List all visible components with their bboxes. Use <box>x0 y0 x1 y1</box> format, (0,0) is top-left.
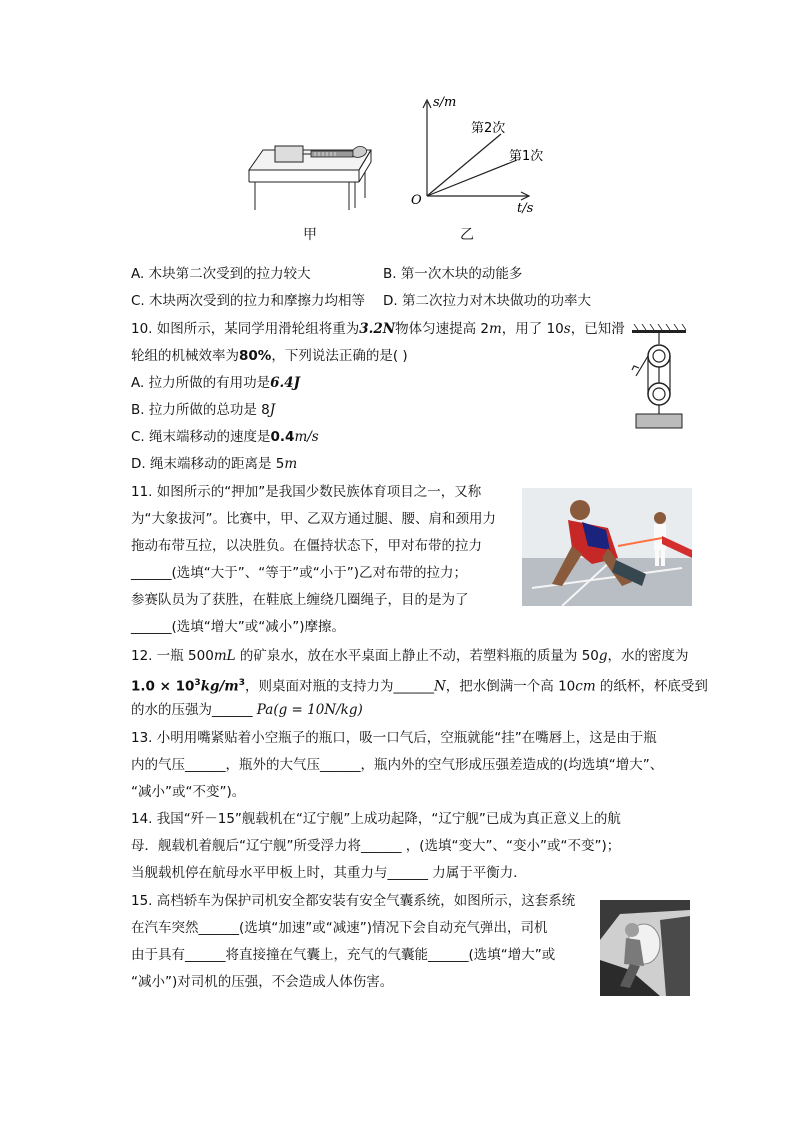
load-block <box>636 414 682 428</box>
figure-jia-caption: 甲 <box>303 227 317 243</box>
q9-option-a: A. 木块第二次受到的拉力较大 <box>131 266 311 282</box>
line1-label: 第1次 <box>509 149 544 164</box>
q14-line2: 母．舰载机着舰后“辽宁舰”所受浮力将______ ，(选填“变大”、“变小”或“不变”)； <box>131 838 621 854</box>
q10-option-c: C. 绳末端移动的速度是0.4m/s <box>131 429 319 445</box>
q11-line1: 11. 如图所示的“押加”是我国少数民族体育项目之一，又称 <box>131 484 482 500</box>
q10-line1: 10. 如图所示，某同学用滑轮组将重为3.2N物体匀速提高 2m，用了 10s，已知滑 <box>131 321 625 337</box>
q10-option-b: B. 拉力所做的总功是 8J <box>131 402 276 418</box>
q12-line3: 的水的压强为______ Pa(g = 10N/kg) <box>131 702 363 718</box>
yajia-photo <box>522 488 692 606</box>
q11-line6: ______(选填“增大”或“减小”)摩擦。 <box>131 619 346 635</box>
figure-yi-st-graph <box>405 94 555 220</box>
q15-line4: “减小”)对司机的压强，不会造成人体伤害。 <box>131 974 394 990</box>
line2-label: 第2次 <box>471 121 506 136</box>
q11-line3: 拖动布带互拉，以决胜负。在僵持状态下，甲对布带的拉力 <box>131 538 482 554</box>
figure-jia-table <box>245 138 385 212</box>
axis-y-label: s/m <box>433 95 457 110</box>
q14-line1: 14. 我国“歼－15”舰载机在“辽宁舰”上成功起降，“辽宁舰”已成为真正意义上的航 <box>131 811 621 827</box>
q14-line3: 当舰载机停在航母水平甲板上时，其重力与______ 力属于平衡力． <box>131 865 527 881</box>
pulley-system-figure <box>626 324 692 436</box>
figure-yi-caption: 乙 <box>460 227 474 243</box>
spring-scale <box>311 151 353 157</box>
airbag-photo <box>600 900 690 996</box>
q10-option-d: D. 绳末端移动的距离是 5m <box>131 456 298 472</box>
q11-line5: 参赛队员为了获胜，在鞋底上缠绕几圈绳子，目的是为了 <box>131 592 469 608</box>
q12-line2: $1.0 \times 10^3kg/m^3$，则桌面对瓶的支持力为______N，把水倒满一个高 10cm 的纸杯，杯底受到 <box>131 678 708 695</box>
q13-line2: 内的气压______，瓶外的大气压______，瓶内外的空气形成压强差造成的(均选填“增大”、 <box>131 757 664 773</box>
q9-option-d: D. 第二次拉力对木块做功的功率大 <box>383 293 591 309</box>
q10-line2: 轮组的机械效率为80%，下列说法正确的是( ) <box>131 348 408 364</box>
q15-line2: 在汽车突然______(选填“加速”或“减速”)情况下会自动充气弹出，司机 <box>131 920 548 936</box>
origin-label: O <box>411 193 422 208</box>
q10-option-a: A. 拉力所做的有用功是6.4J <box>131 375 300 391</box>
q13-line1: 13. 小明用嘴紧贴着小空瓶子的瓶口，吸一口气后，空瓶就能“挂”在嘴唇上，这是由于瓶 <box>131 730 657 746</box>
q9-option-c: C. 木块两次受到的拉力和摩擦力均相等 <box>131 293 366 309</box>
axis-x-label: t/s <box>517 201 534 216</box>
q11-line4: ______(选填“大于”、“等于”或“小于”)乙对布带的拉力； <box>131 565 467 581</box>
q11-line2: 为“大象拔河”。比赛中，甲、乙双方通过腿、腰、肩和颈用力 <box>131 511 496 527</box>
q12-line1: 12. 一瓶 500mL 的矿泉水，放在水平桌面上静止不动，若塑料瓶的质量为 50g，水的密度为 <box>131 648 689 664</box>
line-1st-trial <box>427 160 517 196</box>
q15-line1: 15. 高档轿车为保护司机安全都安装有安全气囊系统，如图所示，这套系统 <box>131 893 576 909</box>
wooden-block <box>275 146 303 162</box>
q13-line3: “减小”或“不变”)。 <box>131 784 246 800</box>
line-2nd-trial <box>427 134 501 196</box>
q15-line3: 由于具有______将直接撞在气囊上，充气的气囊能______(选填“增大”或 <box>131 947 556 963</box>
q9-option-b: B. 第一次木块的动能多 <box>383 266 523 282</box>
